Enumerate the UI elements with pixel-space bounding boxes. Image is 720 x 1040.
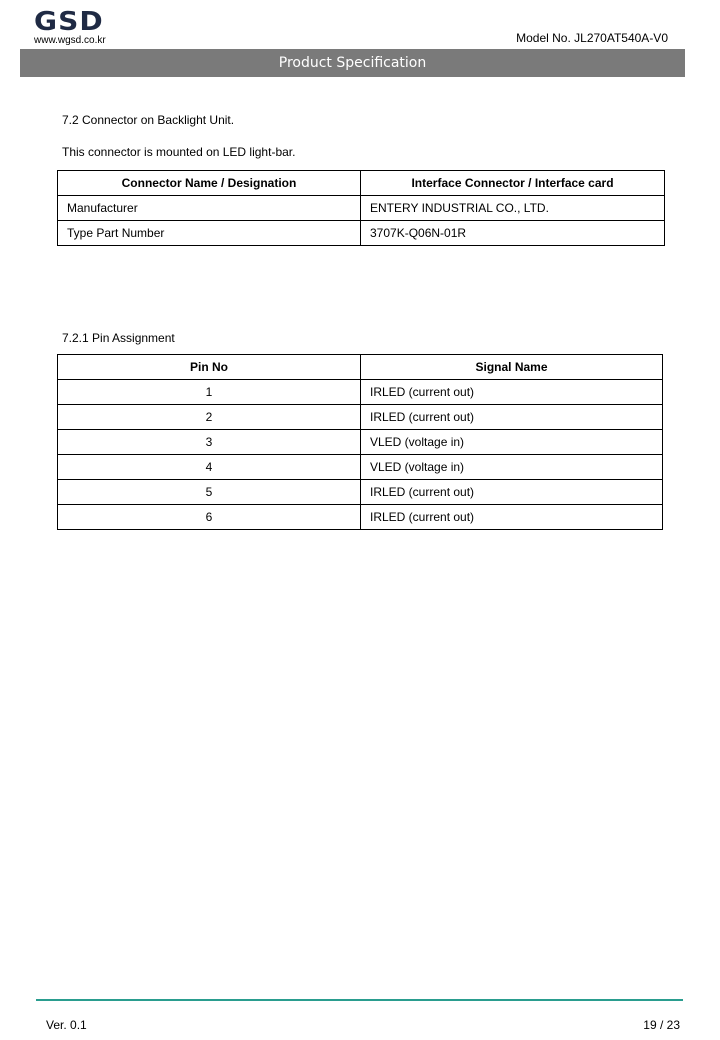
- table-header-row: [58, 355, 663, 380]
- table-cell: Manufacturer: [58, 196, 361, 221]
- signal-name-cell: VLED (voltage in): [361, 455, 663, 480]
- table-row: [58, 480, 663, 505]
- table-row: [58, 380, 663, 405]
- company-logo: [34, 7, 114, 47]
- pin-number-cell: 3: [58, 430, 361, 455]
- table-row: [58, 455, 663, 480]
- table-row: [58, 430, 663, 455]
- column-header: Signal Name: [361, 355, 663, 380]
- table-cell: ENTERY INDUSTRIAL CO., LTD.: [361, 196, 665, 221]
- version-label: Ver. 0.1: [46, 1018, 87, 1032]
- section-heading: 7.2 Connector on Backlight Unit.: [62, 113, 235, 127]
- page-number: 19 / 23: [643, 1018, 680, 1032]
- table-row: [58, 196, 665, 221]
- pin-number-cell: 4: [58, 455, 361, 480]
- footer-divider: [36, 999, 683, 1001]
- pin-section-heading: 7.2.1 Pin Assignment: [62, 331, 175, 345]
- table-row: [58, 505, 663, 530]
- signal-name-cell: VLED (voltage in): [361, 430, 663, 455]
- logo-mark: GSD: [34, 7, 104, 37]
- pin-assignment-table: [57, 354, 663, 530]
- signal-name-cell: IRLED (current out): [361, 480, 663, 505]
- section-description: This connector is mounted on LED light-bar.: [62, 145, 296, 159]
- pin-number-cell: 5: [58, 480, 361, 505]
- signal-name-cell: IRLED (current out): [361, 405, 663, 430]
- table-row: [58, 405, 663, 430]
- spec-title-bar: [20, 49, 685, 77]
- table-cell: Type Part Number: [58, 221, 361, 246]
- pin-number-cell: 2: [58, 405, 361, 430]
- column-header: Connector Name / Designation: [58, 171, 361, 196]
- column-header: Interface Connector / Interface card: [361, 171, 665, 196]
- signal-name-cell: IRLED (current out): [361, 380, 663, 405]
- table-cell: 3707K-Q06N-01R: [361, 221, 665, 246]
- spec-title: Product Specification: [278, 55, 427, 71]
- signal-name-cell: IRLED (current out): [361, 505, 663, 530]
- table-header-row: [58, 171, 665, 196]
- column-header: Pin No: [58, 355, 361, 380]
- connector-table: [57, 170, 665, 246]
- table-row: [58, 221, 665, 246]
- pin-number-cell: 6: [58, 505, 361, 530]
- pin-number-cell: 1: [58, 380, 361, 405]
- model-number: Model No. JL270AT540A-V0: [516, 31, 668, 45]
- website-url: www.wgsd.co.kr: [34, 35, 106, 46]
